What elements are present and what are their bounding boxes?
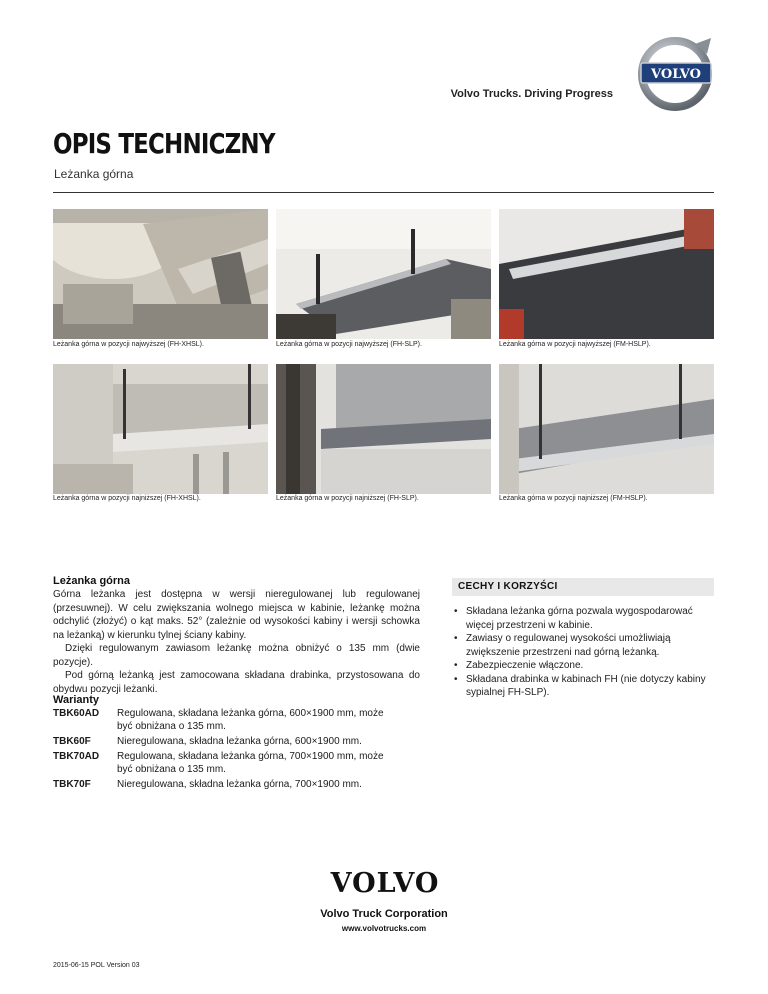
page-title: OPIS TECHNICZNY <box>53 127 275 160</box>
company-url[interactable]: www.volvotrucks.com <box>341 924 427 933</box>
version-label: 2015-06-15 POL Version 03 <box>53 962 140 969</box>
company-name: Volvo Truck Corporation <box>320 908 448 920</box>
photo-caption: Leżanka górna w pozycji najniższej (FH-SLP). <box>276 495 419 502</box>
wordmark-text: VOLVO <box>330 869 440 897</box>
paragraph: Górna leżanka jest dostępna w wersji nieregulowanej lub regulowanej (przesuwnej). W celu zwiększania wolnego miejsca w kabinie, leżankę można odchylić (złożyć) o kąt maks. 52° (zależnie od wysokości kabiny i wersji schowka na leżanką) w kierunku tylnej ściany kabiny. <box>53 589 420 641</box>
photo-fh-xhsl-highest <box>53 209 268 339</box>
paragraph: Dzięki regulowanym zawiasom leżankę można obniżyć o 135 mm (dwie pozycje). <box>53 643 420 668</box>
features-list <box>452 605 714 700</box>
section-body <box>53 588 420 696</box>
feature-item: • Zawiasy o regulowanej wysokości umożliwiają zwiększenie przestrzeni nad górną leżanką. <box>452 632 714 659</box>
variant-desc: Nieregulowana, składna leżanka górna, 600×1900 mm. <box>117 736 362 747</box>
photo-caption: Leżanka górna w pozycji najwyższej (FM-HSLP). <box>499 341 651 348</box>
page-subtitle: Leżanka górna <box>54 167 134 181</box>
volvo-iron-mark-logo <box>637 32 717 112</box>
section-title: Leżanka górna <box>53 575 131 587</box>
photo-caption: Leżanka górna w pozycji najniższej (FH-XHSL). <box>53 495 201 502</box>
volvo-wordmark-logo <box>307 869 463 897</box>
logo-text: VOLVO <box>651 67 701 82</box>
variant-code: TBK70F <box>53 779 91 790</box>
variant-code: TBK60F <box>53 736 91 747</box>
variant-row <box>53 735 393 748</box>
variant-code: TBK70AD <box>53 751 100 762</box>
photo-caption: Leżanka górna w pozycji najwyższej (FH-XHSL). <box>53 341 204 348</box>
features-title: CECHY I KORZYŚCI <box>458 581 558 592</box>
variant-desc: Regulowana, składana leżanka górna, 700×1900 mm, może być obniżana o 135 mm. <box>117 751 384 775</box>
variant-row <box>53 750 393 776</box>
photo-caption: Leżanka górna w pozycji najniższej (FM-HSLP). <box>499 495 648 502</box>
photo-caption: Leżanka górna w pozycji najwyższej (FH-SLP). <box>276 341 422 348</box>
photo-fm-hslp-lowest <box>499 364 714 494</box>
variant-row <box>53 778 393 791</box>
variant-desc: Regulowana, składana leżanka górna, 600×1900 mm, może być obniżana o 135 mm. <box>117 708 384 732</box>
variant-code: TBK60AD <box>53 708 100 719</box>
photo-fh-xhsl-lowest <box>53 364 268 494</box>
paragraph: Pod górną leżanką jest zamocowana składana drabinka, przystosowana do obydwu pozycji leżanki. <box>53 670 420 695</box>
variant-row <box>53 707 393 733</box>
feature-item: • Składana leżanka górna pozwala wygospodarować więcej przestrzeni w kabinie. <box>452 605 714 632</box>
photo-fh-slp-lowest <box>276 364 491 494</box>
title-divider <box>53 192 714 193</box>
photo-fh-slp-highest <box>276 209 491 339</box>
feature-item: • Składana drabinka w kabinach FH (nie dotyczy kabiny sypialnej FH-SLP). <box>452 673 714 700</box>
variants-title: Warianty <box>53 694 100 706</box>
feature-item: • Zabezpieczenie włączone. <box>452 659 714 673</box>
variants-list <box>53 707 393 793</box>
photo-fm-hslp-highest <box>499 209 714 339</box>
variant-desc: Nieregulowana, składna leżanka górna, 700×1900 mm. <box>117 779 362 790</box>
tagline: Volvo Trucks. Driving Progress <box>450 88 613 100</box>
